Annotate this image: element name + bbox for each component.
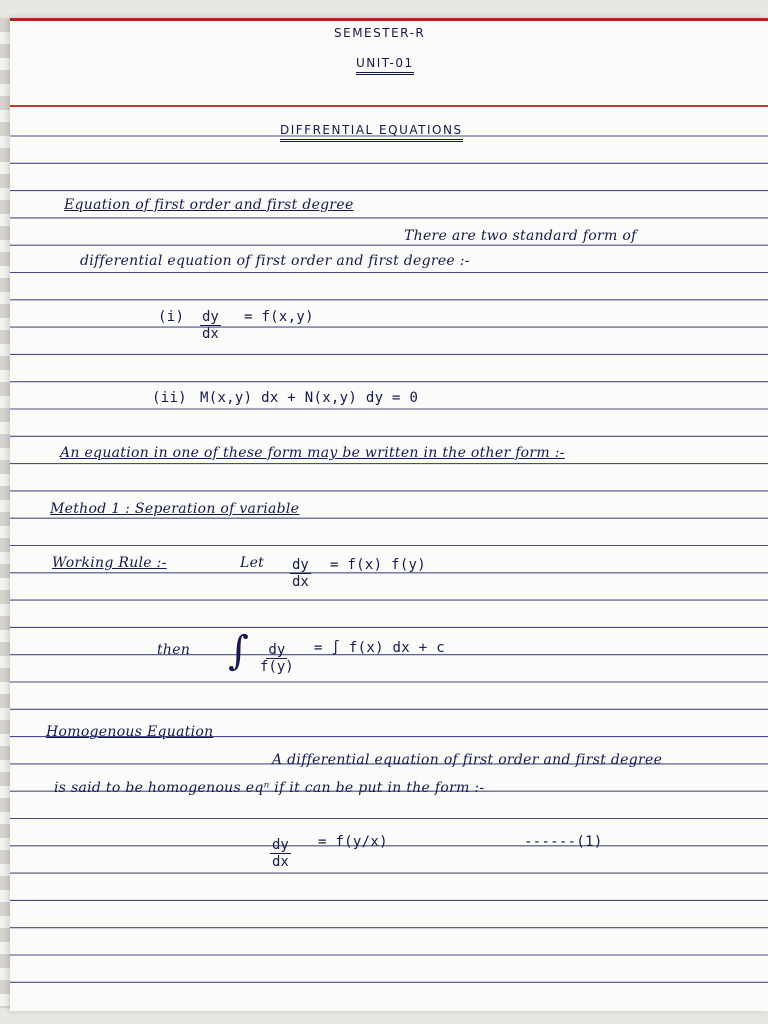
equation-rhs: = f(x) f(y) [330, 557, 427, 573]
fraction-dy-dx [200, 309, 221, 342]
equation-form2: M(x,y) dx + N(x,y) dy = 0 [200, 390, 419, 406]
fraction-denominator: dx [272, 854, 289, 870]
unit-label: UNIT-01 [356, 56, 414, 75]
fraction-numerator: dy [272, 837, 289, 853]
fraction-denominator: dx [292, 574, 309, 590]
paragraph-line: An equation in one of these form may be written in the other form :- [60, 445, 565, 461]
working-rule-label: Working Rule :- [52, 555, 167, 571]
let-label: Let [240, 555, 265, 571]
fraction-numerator: dy [292, 557, 309, 573]
fraction-denominator: dx [202, 326, 219, 342]
form-label: (i) [158, 309, 185, 325]
fraction-dy-fy [260, 642, 294, 675]
method-heading: Method 1 : Seperation of variable [50, 501, 300, 517]
semester-label: SEMESTER-R [334, 26, 426, 40]
then-label: then [157, 642, 191, 658]
fraction-numerator: dy [202, 309, 219, 325]
paragraph-line: A differential equation of first order and first degree [272, 752, 663, 768]
paragraph-line: There are two standard form of [404, 228, 637, 244]
page-title: DIFFRENTIAL EQUATIONS [280, 123, 463, 142]
section-heading-first-order: Equation of first order and first degree [64, 197, 354, 213]
fraction-dy-dx [270, 837, 291, 870]
equation-tag: ------(1) [524, 834, 603, 850]
fraction-denominator: f(y) [260, 659, 294, 675]
equation-rhs: = f(x,y) [244, 309, 314, 325]
form-label: (ii) [152, 390, 187, 406]
integral-sign-icon: ∫ [228, 628, 249, 674]
fraction-dy-dx [290, 557, 311, 590]
fraction-numerator: dy [268, 642, 286, 658]
equation-rhs: = f(y/x) [318, 834, 388, 850]
homogenous-heading: Homogenous Equation [46, 724, 214, 740]
equation-rhs: = ∫ f(x) dx + c [314, 640, 445, 656]
paragraph-line: differential equation of first order and first degree :- [80, 253, 470, 269]
paragraph-line: is said to be homogenous eqⁿ if it can be put in the form :- [54, 780, 485, 796]
